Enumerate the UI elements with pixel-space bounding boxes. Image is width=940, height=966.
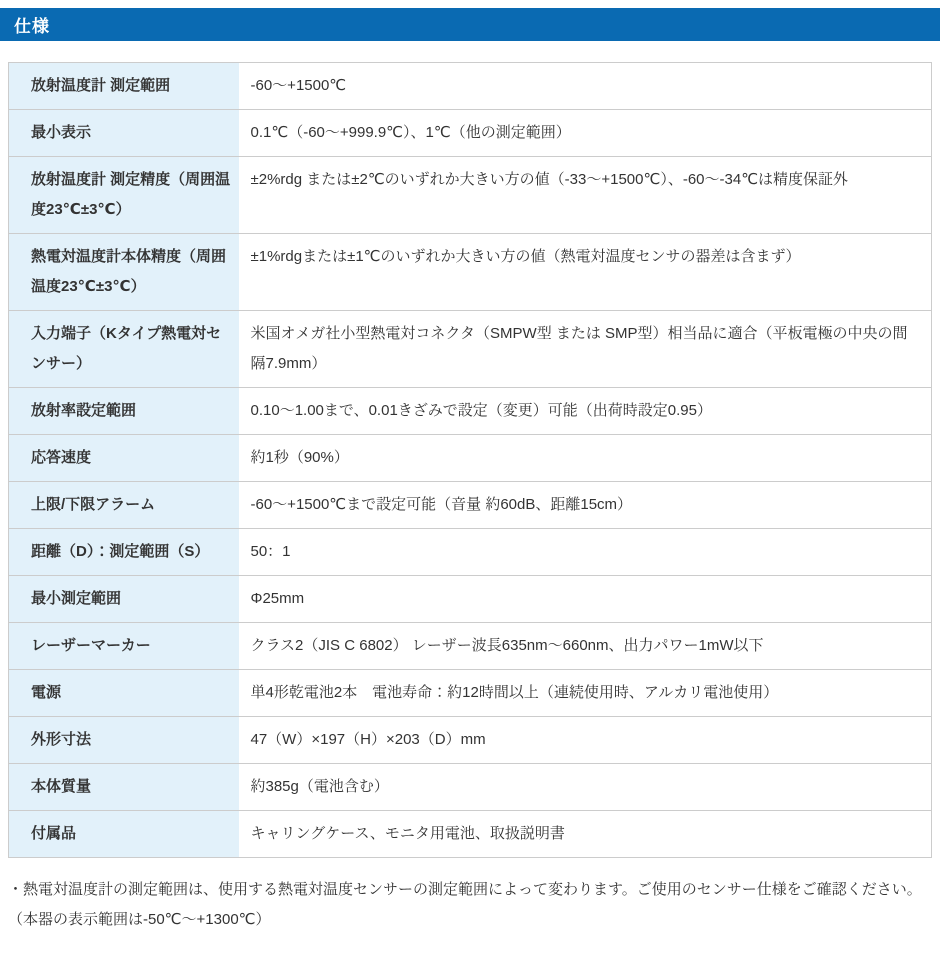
spec-value: 約385g（電池含む） [239,764,932,811]
spec-value: Φ25mm [239,576,932,623]
table-row [9,529,932,576]
spec-label: 本体質量 [9,764,239,811]
spec-value: 0.10〜1.00まで、0.01きざみで設定（変更）可能（出荷時設定0.95） [239,388,932,435]
spec-label: 放射率設定範囲 [9,388,239,435]
spec-label: 最小測定範囲 [9,576,239,623]
table-row [9,576,932,623]
table-row [9,670,932,717]
spec-label: レーザーマーカー [9,623,239,670]
table-row [9,157,932,234]
spec-value: 0.1℃（-60〜+999.9℃）、1℃（他の測定範囲） [239,110,932,157]
table-row [9,482,932,529]
spec-value: 47（W）×197（H）×203（D）mm [239,717,932,764]
spec-value: -60〜+1500℃まで設定可能（音量 約60dB、距離15cm） [239,482,932,529]
spec-label: 放射温度計 測定範囲 [9,63,239,110]
footnote: ・熱電対温度計の測定範囲は、使用する熱電対温度センサーの測定範囲によって変わります。ご使用のセンサー仕様をご確認ください。（本器の表示範囲は-50℃〜+1300℃） [8,881,922,928]
spec-value: クラス2（JIS C 6802） レーザー波長635nm〜660nm、出力パワー1mW以下 [239,623,932,670]
spec-value: ±1%rdgまたは±1℃のいずれか大きい方の値（熱電対温度センサの器差は含まず） [239,234,932,311]
spec-label: 放射温度計 測定精度（周囲温度23℃±3℃） [9,157,239,234]
spec-label: 付属品 [9,811,239,858]
spec-table-body [9,63,932,858]
table-row [9,811,932,858]
spec-label: 最小表示 [9,110,239,157]
table-row [9,717,932,764]
section-title: 仕様 [14,17,50,36]
section-header [0,8,940,41]
spec-label: 電源 [9,670,239,717]
spec-value: 単4形乾電池2本 電池寿命：約12時間以上（連続使用時、アルカリ電池使用） [239,670,932,717]
table-row [9,764,932,811]
spec-table [8,62,932,858]
spec-label: 外形寸法 [9,717,239,764]
spec-label: 熱電対温度計本体精度（周囲温度23℃±3℃） [9,234,239,311]
spec-value: キャリングケース、モニタ用電池、取扱説明書 [239,811,932,858]
spec-value: 米国オメガ社小型熱電対コネクタ（SMPW型 または SMP型）相当品に適合（平板電極の中央の間隔7.9mm） [239,311,932,388]
table-row [9,388,932,435]
spec-label: 距離（D）：測定範囲（S） [9,529,239,576]
spec-label: 上限/下限アラーム [9,482,239,529]
spec-value: 50：1 [239,529,932,576]
table-row [9,234,932,311]
spec-label: 応答速度 [9,435,239,482]
spec-value: -60〜+1500℃ [239,63,932,110]
spec-label: 入力端子（Kタイプ熱電対センサー） [9,311,239,388]
table-row [9,110,932,157]
table-row [9,63,932,110]
spec-value: 約1秒（90%） [239,435,932,482]
table-row [9,311,932,388]
table-row [9,435,932,482]
spec-value: ±2%rdg または±2℃のいずれか大きい方の値（-33〜+1500℃）、-60〜-34℃は精度保証外 [239,157,932,234]
table-row [9,623,932,670]
